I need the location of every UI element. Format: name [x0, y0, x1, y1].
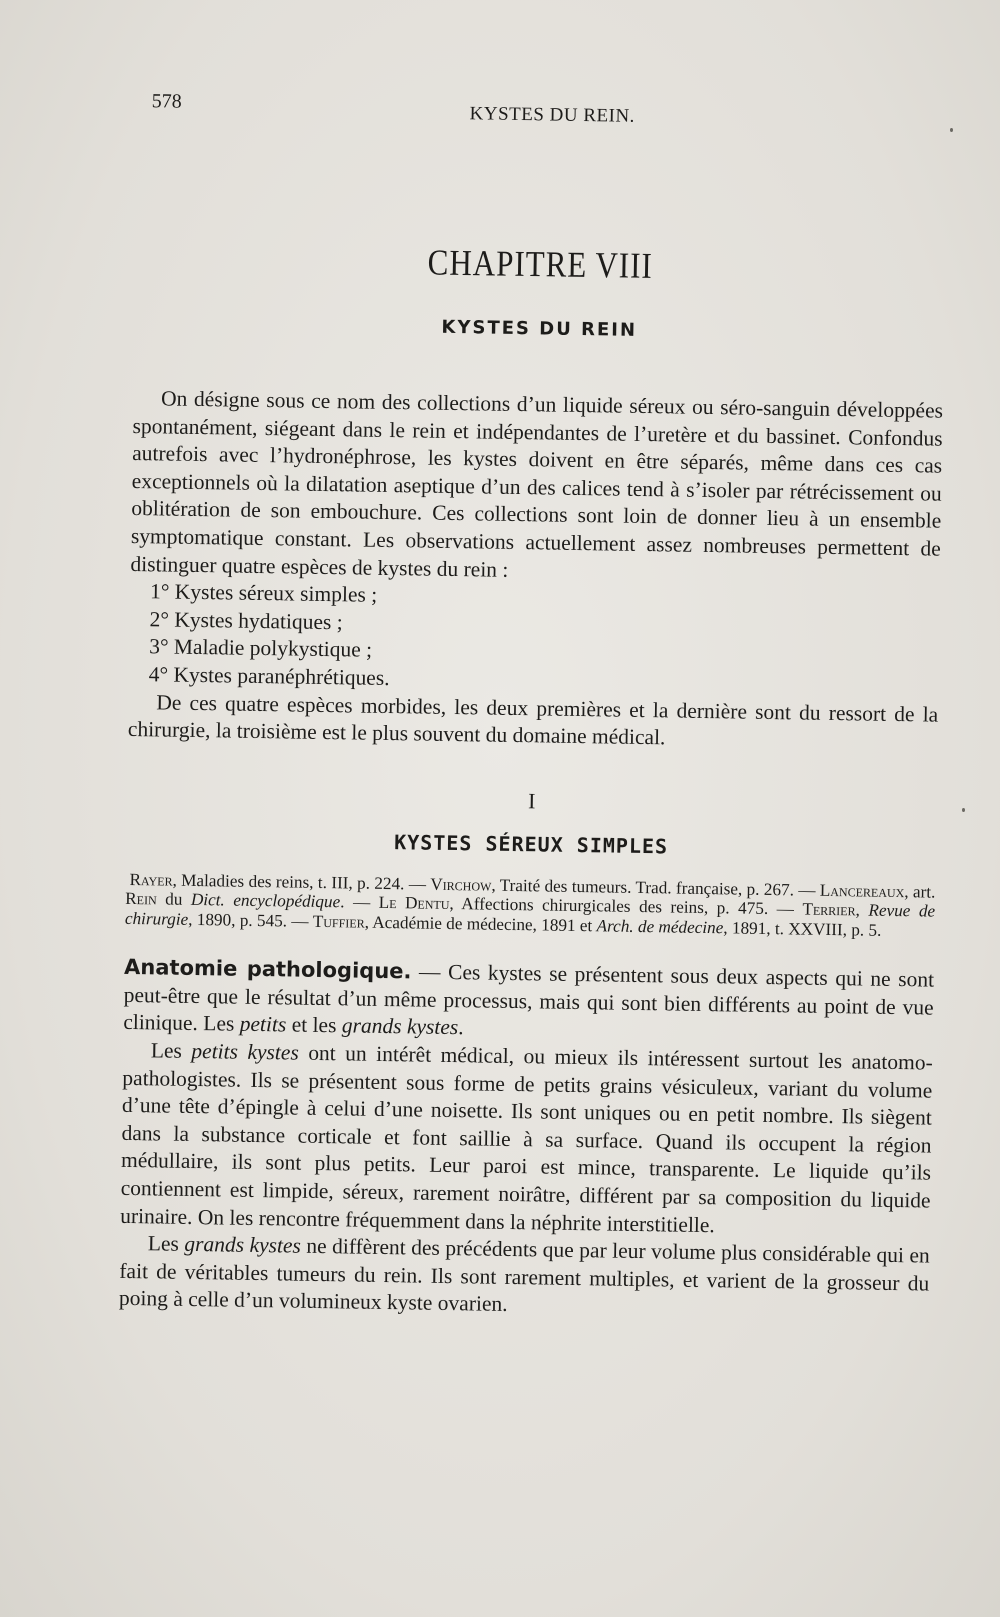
emphasis: petits	[239, 1012, 287, 1037]
bib-author: Virchow	[430, 874, 492, 895]
paragraph-text: ne diffèrent des précédents que par leur volume plus considérable qui en fait de véritables tumeurs du rein. Ils sont rarement multiples, et varient de la grosseur du poing à celle d’un volumineux kyste ovarien.	[118, 1233, 930, 1317]
bib-source: Arch. de médecine	[596, 916, 724, 938]
bib-author: Lancereaux	[819, 880, 905, 901]
list-item: 1° Kystes séreux simples ;	[149, 579, 378, 607]
list-item: 2° Kystes hydatiques ;	[149, 606, 343, 635]
bib-text: , Maladies des reins, t. III, p. 224. —	[172, 870, 431, 894]
pathology-paragraph	[123, 954, 934, 1049]
bib-text: , 1891, t. XXVIII, p. 5.	[723, 918, 882, 940]
bib-author: Le Dentu	[378, 893, 450, 914]
bib-text: ,	[855, 900, 869, 920]
bib-term: Rein	[125, 889, 157, 909]
bibliography	[125, 870, 936, 941]
emphasis: grands kystes	[184, 1232, 302, 1258]
bib-text: , art.	[904, 881, 936, 902]
intro-closing-paragraph: De ces quatre espèces morbides, les deux premières et la dernière sont du ressort de la chirurgie, la troisième est le plus souvent du domaine médical.	[127, 689, 939, 750]
page-content	[119, 86, 948, 1326]
paragraph-text: ont un intérêt médical, ou mieux ils intéressent surtout les anatomo-pathologistes. Ils se présentent sous forme de petits grains vésiculeux, variant du volume d’une tête d’épingle à celui d’une noisette. Ils sont uniques ou en petit nombre. Ils siègent dans la substance corticale et font saillie à sa surface. Quand ils occupent la région médullaire, ils sont plus petits. Leur paroi est mince, transparente. Le liquide qu’ils contiennent est limpide, séreux, rarement noirâtre, différent par sa composition du liquide urinaire. On les rencontre fréquemment dans la néphrite interstitielle.	[120, 1040, 933, 1237]
pathology-heading: Anatomie pathologique.	[123, 955, 412, 984]
page-number: 578	[151, 90, 182, 113]
margin-mark	[962, 808, 965, 812]
petits-kystes-paragraph	[120, 1037, 933, 1243]
emphasis: petits kystes	[191, 1038, 299, 1065]
paragraph-text: Les	[147, 1231, 185, 1257]
kyste-types-list	[129, 578, 941, 701]
section-number: I	[527, 787, 536, 814]
intro-paragraph: On désigne sous ce nom des collections d’un liquide séreux ou séro-sanguin développées spontanément, siégeant dans le rein et indépendantes de l’uretère et du bassinet. Confondus autrefois avec l’hydronéphrose, les kystes doivent en être séparés, même dans ces cas exceptionnels où la dilatation aseptique d’un des calices tend à s’isoler par rétrécissement ou oblitération de son embouchure. Ces collections sont loin de donner lieu à un ensemble symptomatique constant. Les observations actuellement assez nombreuses permettent de distinguer quatre espèces de kystes du rein :	[130, 386, 944, 582]
bib-source: Dict. encyclopédique	[190, 890, 341, 912]
section-title: KYSTES SÉREUX SIMPLES	[394, 829, 669, 859]
bib-text: du	[156, 889, 192, 910]
bib-text: , Académie de médecine, 1891 et	[364, 912, 597, 936]
bib-text: , Affections chirurgicales des reins, p. 475. —	[449, 894, 803, 919]
margin-mark	[950, 128, 953, 132]
bib-author: Terrier	[802, 899, 856, 920]
running-head: KYSTES DU REIN.	[469, 103, 636, 127]
bib-text: , 1890, p. 545. —	[188, 909, 313, 931]
bib-source: Revue de chirurgie	[124, 900, 936, 929]
bib-text: . —	[340, 892, 379, 913]
bib-author: Tuffier	[312, 911, 365, 932]
bib-author: Rayer	[129, 869, 173, 890]
list-item: 4° Kystes paranéphrétiques.	[148, 662, 390, 690]
paragraph-text: .	[458, 1015, 464, 1040]
intro-section	[128, 385, 944, 756]
emphasis: grands kystes	[341, 1013, 459, 1040]
bib-text: , Traité des tumeurs. Trad. française, p. 267. —	[491, 875, 821, 900]
chapter-title: CHAPITRE VIII	[427, 241, 654, 287]
page-header	[137, 86, 948, 139]
paragraph-text: Les	[150, 1038, 192, 1063]
paragraph-text: — Ces kystes se présentent sous deux aspects qui ne sont peut-être que le résultat d’un même processus, mais qui sont bien différents au point de vue clinique. Les	[123, 959, 935, 1037]
chapter-subtitle: KYSTES DU REIN	[441, 316, 638, 341]
list-item: 3° Maladie polykystique ;	[149, 634, 373, 663]
paragraph-text: et les	[286, 1012, 343, 1038]
pathology-section	[119, 954, 935, 1325]
grands-kystes-paragraph	[119, 1230, 930, 1325]
